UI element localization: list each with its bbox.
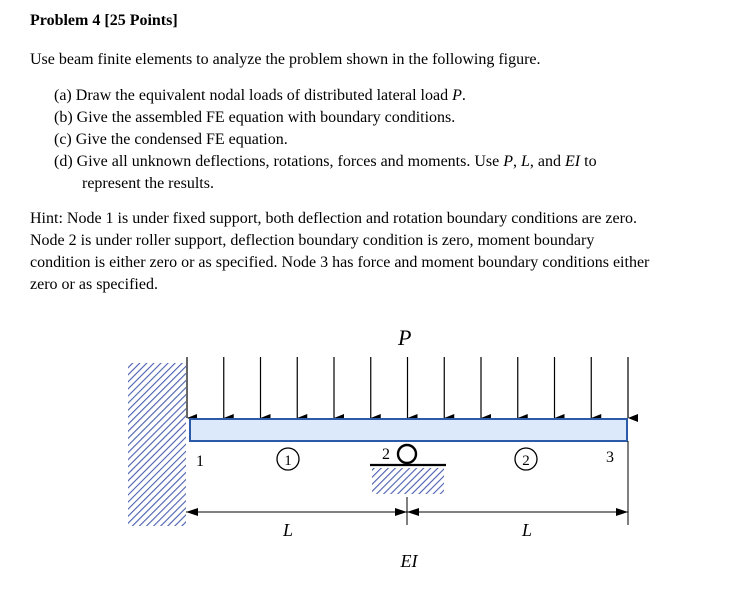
question-a-var: P [452, 87, 462, 104]
node-label-2: 2 [382, 446, 390, 463]
fixed-wall-support [128, 363, 186, 526]
beam [190, 419, 627, 441]
problem-title: Problem 4 [25 Points] [30, 12, 178, 29]
hint-line-4: zero or as specified. [30, 276, 158, 293]
stiffness-label-ei: EI [400, 551, 418, 571]
hint-line-2: Node 2 is under roller support, deflection boundary condition is zero, moment boundary [30, 232, 595, 249]
problem-intro: Use beam finite elements to analyze the problem shown in the following figure. [30, 51, 541, 68]
hint-line-3: condition is either zero or as specified. Node 3 has force and moment boundary conditions either [30, 254, 650, 271]
dimension-label-l2: L [521, 520, 533, 540]
element-label-1: 1 [284, 453, 292, 469]
roller-ground-hatch [372, 468, 444, 494]
element-label-2: 2 [522, 453, 530, 469]
question-c: (c) Give the condensed FE equation. [54, 131, 288, 148]
dimension-label-l1: L [282, 520, 294, 540]
hint-line-1: Hint: Node 1 is under fixed support, both deflection and rotation boundary conditions are zero. [30, 210, 637, 227]
distributed-load-arrows [187, 357, 628, 418]
question-d-var-p: P [503, 153, 514, 170]
node-label-3: 3 [606, 449, 614, 466]
question-d-continuation: represent the results. [82, 175, 214, 192]
question-a-text: (a) Draw the equivalent nodal loads of distributed lateral load [54, 87, 453, 104]
question-d-var-ei: EI [565, 153, 581, 170]
question-d-text: (d) Give all unknown deflections, rotations, forces and moments. Use [54, 153, 504, 170]
question-d-suffix: to [580, 153, 597, 170]
question-a-suffix: . [461, 87, 466, 104]
question-d-sep1: , [513, 153, 522, 170]
question-d-sep2: , and [529, 153, 566, 170]
question-b: (b) Give the assembled FE equation with boundary conditions. [54, 109, 456, 126]
load-label-p: P [398, 325, 412, 350]
question-d-var-l: L [521, 153, 530, 170]
roller-pin [398, 445, 416, 463]
node-label-1: 1 [196, 453, 204, 470]
